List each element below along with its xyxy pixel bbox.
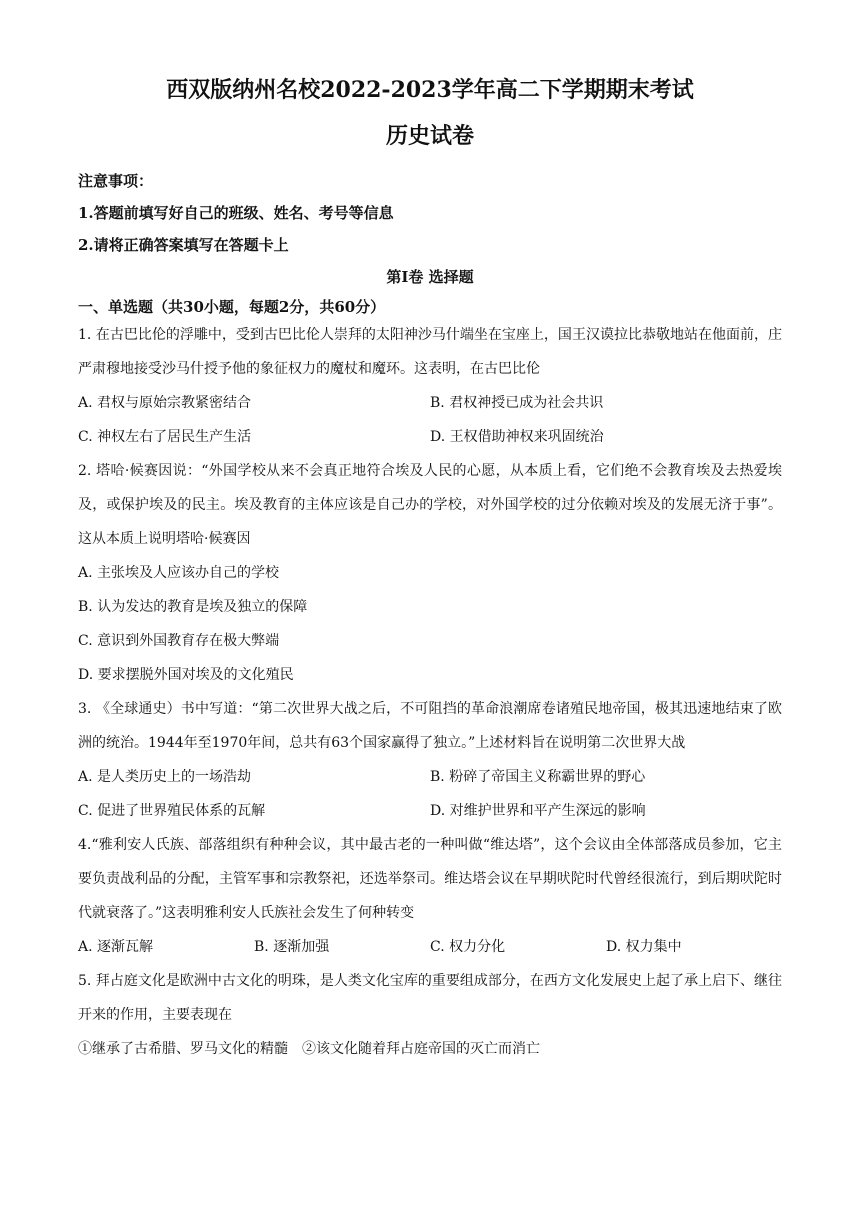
- options-grid: [78, 386, 782, 454]
- question-2: [78, 454, 782, 692]
- option-c: C. 促进了世界殖民体系的瓦解: [78, 803, 266, 819]
- question-stem: 5. 拜占庭文化是欧洲中古文化的明珠，是人类文化宝库的重要组成部分，在西方文化发展史上起了承上启下、继往开来的作用，主要表现在: [78, 973, 782, 1023]
- question-stem: 1. 在古巴比伦的浮雕中，受到古巴比伦人崇拜的太阳神沙马什端坐在宝座上，国王汉谟拉比恭敬地站在他面前，庄严肃穆地接受沙马什授予他的象征权力的魔杖和魔环。这表明，在古巴比伦: [78, 327, 782, 377]
- section-title: 第Ⅰ卷 选择题: [386, 268, 474, 286]
- option-c: C. 权力分化: [430, 939, 506, 955]
- option-b: B. 君权神授已成为社会共识: [430, 395, 604, 411]
- option-d: D. 王权借助神权来巩固统治: [430, 429, 604, 445]
- notice-heading: 注意事项：: [78, 172, 154, 190]
- exam-subtitle: 历史试卷: [385, 123, 474, 149]
- question-3: [78, 692, 782, 828]
- option-b: B. 认为发达的教育是埃及独立的保障: [78, 599, 308, 615]
- option-d: D. 对维护世界和平产生深远的影响: [430, 803, 646, 819]
- question-stem: 4.“雅利安人氏族、部落组织有种种会议，其中最古老的一种叫做“维达塔”，这个会议由全体部落成员参加，它主要负责战利品的分配，主管军事和宗教祭祀，还选举祭司。维达塔会议在早期吠陀时代曾经很流行，到后期吠陀时代就衰落了。”这表明雅利安人氏族社会发生了何种转变: [78, 837, 782, 921]
- question-5: [78, 964, 782, 1066]
- question-stem: 3. 《全球通史）书中写道：“第二次世界大战之后，不可阻挡的革命浪潮席卷诸殖民地帝国，极其迅速地结束了欧洲的统治。1944年至1970年间，总共有63个国家赢得了独立。”上述材料旨在说明第二次世界大战: [78, 701, 782, 751]
- question-4: [78, 828, 782, 964]
- question-stem: 2. 塔哈·候赛因说：“外国学校从来不会真正地符合埃及人民的心愿，从本质上看，它们绝不会教育埃及去热爱埃及，或保护埃及的民主。埃及教育的主体应该是自己办的学校，对外国学校的过分依赖对埃及的发展无济于事”。这从本质上说明塔哈·候赛因: [78, 463, 782, 547]
- option-b: B. 粉碎了帝国主义称霸世界的野心: [430, 769, 646, 785]
- option-a: A. 是人类历史上的一场浩劫: [78, 769, 252, 785]
- exam-title: 西双版纳州名校2022-2023学年高二下学期期末考试: [166, 77, 694, 103]
- option-c: C. 神权左右了居民生产生活: [78, 429, 252, 445]
- option-a: A. 君权与原始宗教紧密结合: [78, 395, 252, 411]
- notice-block: [78, 170, 782, 256]
- option-d: D. 权力集中: [606, 939, 682, 955]
- option-b: B. 逐渐加强: [254, 939, 330, 955]
- part-title: 一、单选题（共30小题，每题2分，共60分）: [78, 298, 386, 316]
- options-row: [78, 930, 782, 964]
- option-a: A. 主张埃及人应该办自己的学校: [78, 565, 280, 581]
- options-grid: [78, 760, 782, 828]
- option-a: A. 逐渐瓦解: [78, 939, 154, 955]
- option-d: D. 要求摆脱外国对埃及的文化殖民: [78, 667, 294, 683]
- option-c: C. 意识到外国教育存在极大弊端: [78, 633, 280, 649]
- notice-item: 1.答题前填写好自己的班级、姓名、考号等信息: [78, 204, 394, 222]
- notice-item: 2.请将正确答案填写在答题卡上: [78, 236, 289, 254]
- question-items: ①继承了古希腊、罗马文化的精髓 ②该文化随着拜占庭帝国的灭亡而消亡: [78, 1041, 540, 1057]
- question-1: [78, 318, 782, 454]
